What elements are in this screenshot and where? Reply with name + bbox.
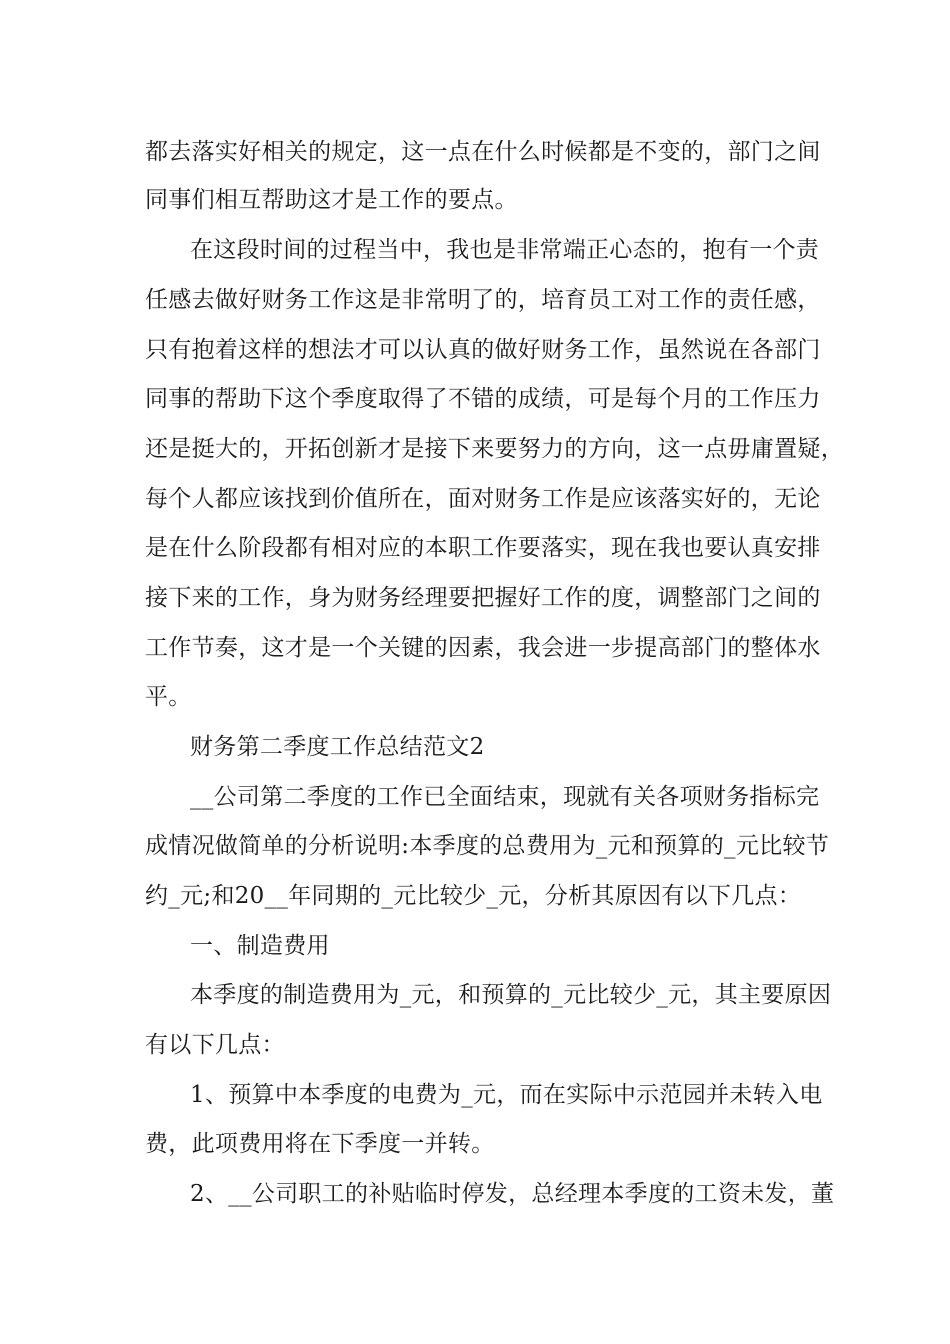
paragraph-line: 平。 [145,684,192,710]
subsection-heading: 一、制造费用 [190,933,330,959]
paragraph-line: 工作节奏，这才是一个关键的因素，我会进一步提高部门的整体水 [145,635,821,661]
paragraph-line: 还是挺大的，开拓创新才是接下来要努力的方向，这一点毋庸置疑， [145,436,844,462]
paragraph-line: __公司第二季度的工作已全面结束，现就有关各项财务指标完 [190,784,820,810]
list-item-line: 费，此项费用将在下季度一并转。 [145,1131,495,1157]
list-item-line: 1、预算中本季度的电费为_元，而在实际中示范园并未转入电 [190,1082,823,1108]
section-title: 财务第二季度工作总结范文2 [190,734,485,760]
paragraph-line: 都去落实好相关的规定，这一点在什么时候都是不变的，部门之间 [145,139,821,165]
paragraph-line: 同事的帮助下这个季度取得了不错的成绩，可是每个月的工作压力 [145,386,821,412]
list-item-line: 2、__公司职工的补贴临时停发，总经理本季度的工资未发，董 [190,1181,835,1207]
paragraph-line: 是在什么阶段都有相对应的本职工作要落实，现在我也要认真安排 [145,535,821,561]
paragraph-line: 任感去做好财务工作这是非常明了的，培育员工对工作的责任感， [145,287,821,313]
paragraph-line: 同事们相互帮助这才是工作的要点。 [145,187,518,213]
paragraph-line: 本季度的制造费用为_元，和预算的_元比较少_元，其主要原因 [190,982,832,1008]
paragraph-line: 接下来的工作，身为财务经理要把握好工作的度，调整部门之间的 [145,585,821,611]
paragraph-line: 成情况做简单的分析说明:本季度的总费用为_元和预算的_元比较节 [145,833,830,859]
paragraph-line: 有以下几点： [145,1032,285,1058]
paragraph-line: 在这段时间的过程当中，我也是非常端正心态的，抱有一个责 [190,237,820,263]
paragraph-line: 只有抱着这样的想法才可以认真的做好财务工作，虽然说在各部门 [145,337,821,363]
paragraph-line: 每个人都应该找到价值所在，面对财务工作是应该落实好的，无论 [145,486,821,512]
paragraph-line: 约_元;和20__年同期的_元比较少_元，分析其原因有以下几点： [145,883,802,909]
